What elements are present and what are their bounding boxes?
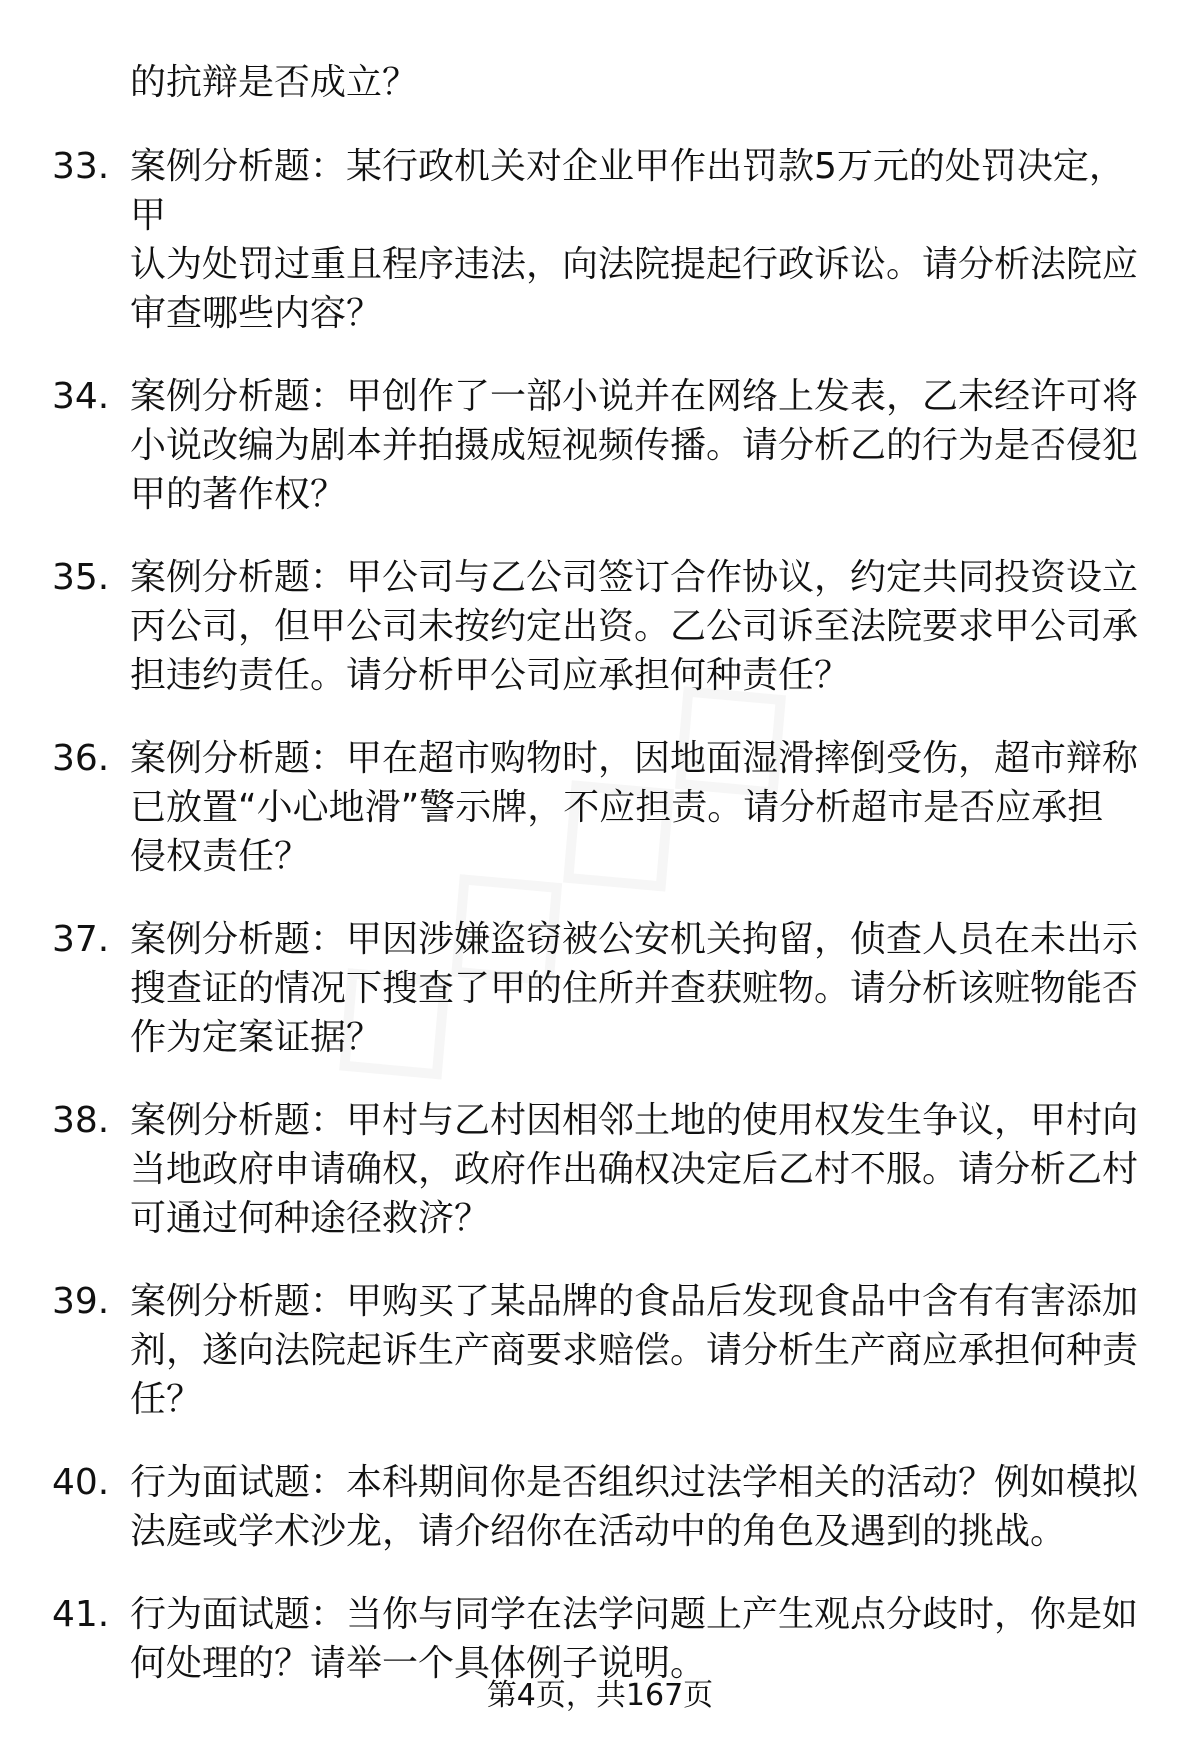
question-item bbox=[0, 1096, 1200, 1243]
question-text: 案例分析题：甲因涉嫌盗窃被公安机关拘留，侦查人员在未出示 搜查证的情况下搜查了甲的住所并查获赃物。请分析该赃物能否 作为定案证据？ bbox=[130, 919, 1139, 1058]
question-text: 案例分析题：某行政机关对企业甲作出罚款5万元的处罚决定，甲 认为处罚过重且程序违法，向法院提起行政诉讼。请分析法院应 审查哪些内容？ bbox=[130, 146, 1139, 334]
question-number: 33. bbox=[52, 146, 110, 187]
question-number: 41. bbox=[52, 1594, 110, 1635]
question-number: 34. bbox=[52, 376, 110, 417]
question-number: 40. bbox=[52, 1462, 110, 1503]
question-number: 36. bbox=[52, 738, 110, 779]
question-item bbox=[0, 1458, 1200, 1556]
question-number: 35. bbox=[52, 557, 110, 598]
question-item bbox=[0, 553, 1200, 700]
question-text: 案例分析题：甲在超市购物时，因地面湿滑摔倒受伤，超市辩称 已放置“小心地滑”警示牌，不应担责。请分析超市是否应承担 侵权责任？ bbox=[130, 738, 1139, 877]
question-text: 案例分析题：甲村与乙村因相邻土地的使用权发生争议，甲村向 当地政府申请确权，政府作出确权决定后乙村不服。请分析乙村 可通过何种途径救济？ bbox=[130, 1100, 1139, 1239]
question-text: 案例分析题：甲公司与乙公司签订合作协议，约定共同投资设立 丙公司，但甲公司未按约定出资。乙公司诉至法院要求甲公司承 担违约责任。请分析甲公司应承担何种责任？ bbox=[130, 557, 1139, 696]
question-item bbox=[0, 372, 1200, 519]
question-text: 案例分析题：甲购买了某品牌的食品后发现食品中含有有害添加 剂，遂向法院起诉生产商要求赔偿。请分析生产商应承担何种责 任？ bbox=[130, 1281, 1139, 1420]
question-item bbox=[0, 734, 1200, 881]
question-text: 行为面试题：本科期间你是否组织过法学相关的活动？例如模拟 法庭或学术沙龙，请介绍你在活动中的角色及遇到的挑战。 bbox=[130, 1462, 1139, 1552]
question-number: 38. bbox=[52, 1100, 110, 1141]
question-item bbox=[0, 142, 1200, 338]
question-number: 37. bbox=[52, 919, 110, 960]
question-text: 案例分析题：甲创作了一部小说并在网络上发表，乙未经许可将 小说改编为剧本并拍摄成短视频传播。请分析乙的行为是否侵犯 甲的著作权？ bbox=[130, 376, 1139, 515]
question-list bbox=[0, 142, 1200, 1722]
page-footer: 第4页，共167页 bbox=[486, 1678, 714, 1713]
question-item bbox=[0, 915, 1200, 1062]
question-text: 行为面试题：当你与同学在法学问题上产生观点分歧时，你是如 何处理的？请举一个具体例子说明。 bbox=[130, 1594, 1139, 1684]
continuation-text: 的抗辩是否成立？ bbox=[130, 62, 419, 103]
question-number: 39. bbox=[52, 1281, 110, 1322]
question-item bbox=[0, 1590, 1200, 1688]
question-item bbox=[0, 1277, 1200, 1424]
